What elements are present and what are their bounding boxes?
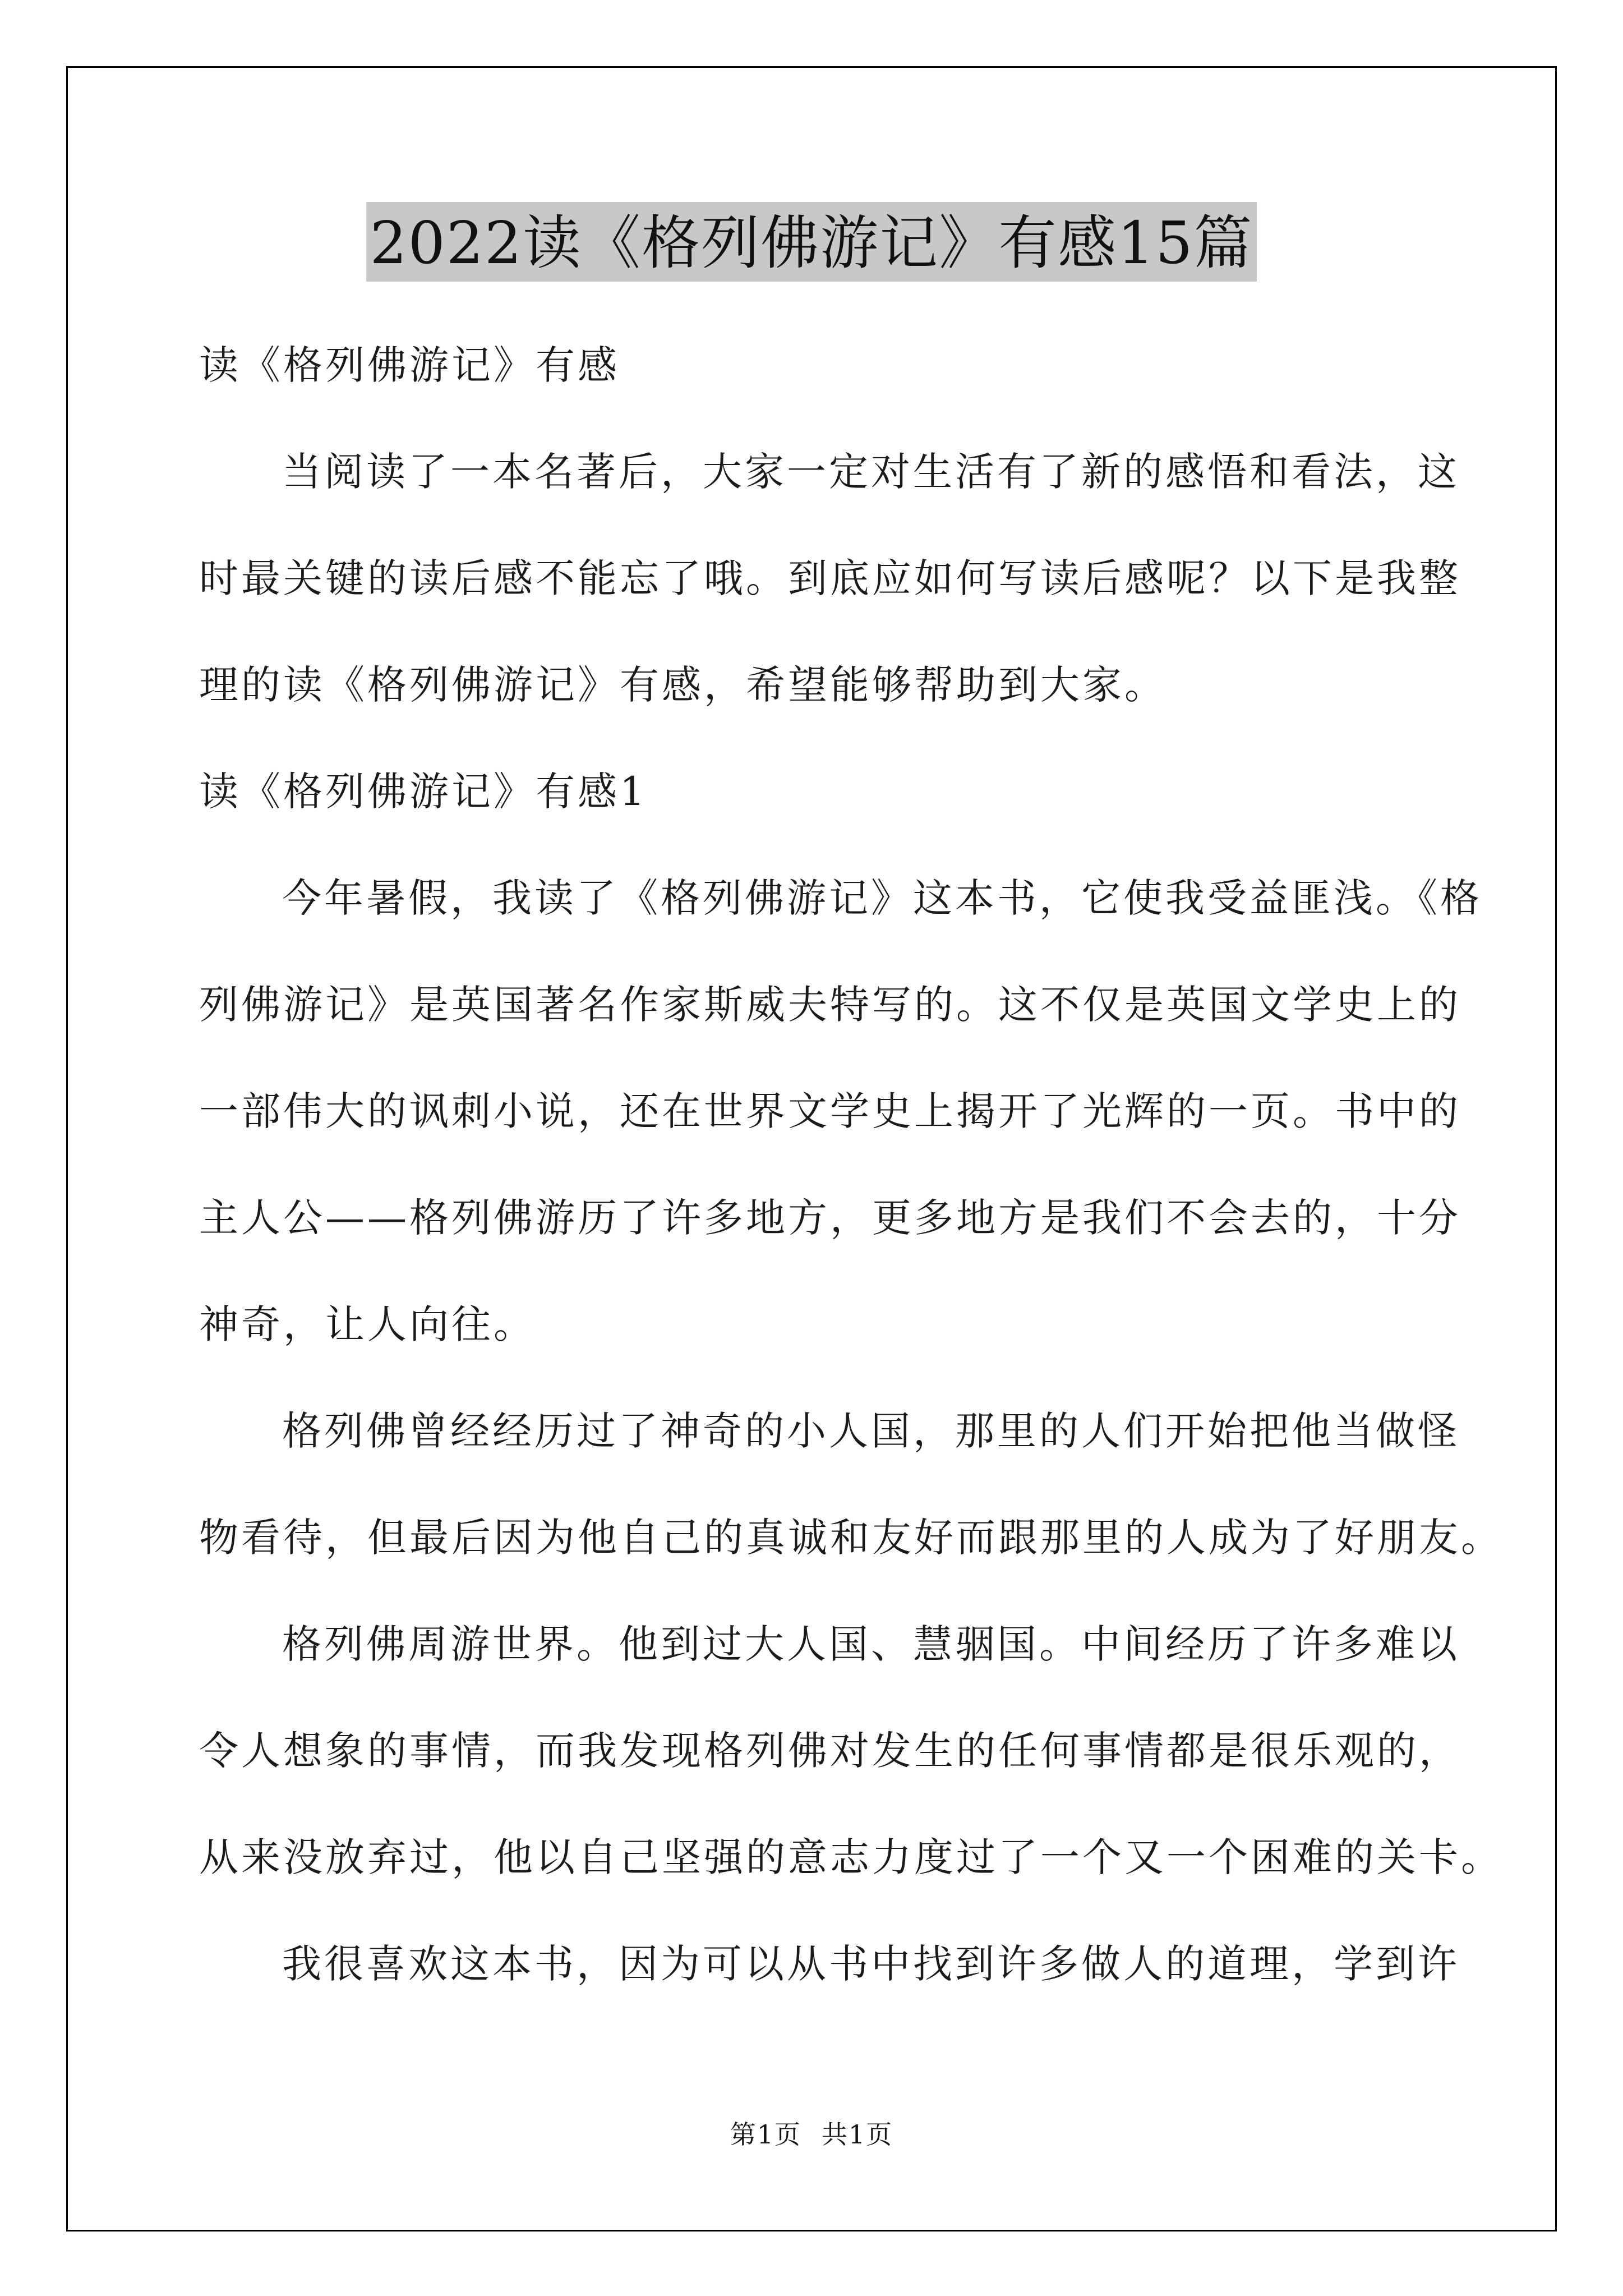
paragraph-line: 令人想象的事情，而我发现格列佛对发生的任何事情都是很乐观的， [199,1728,1461,1774]
paragraph-line: 今年暑假，我读了《格列佛游记》这本书，它使我受益匪浅。《格 [282,875,1482,921]
paragraph-line: 物看待，但最后因为他自己的真诚和友好而跟那里的人成为了好朋友。 [199,1515,1503,1561]
title-container [0,202,1623,282]
section-heading: 读《格列佛游记》有感1 [199,769,648,815]
paragraph-line: 理的读《格列佛游记》有感，希望能够帮助到大家。 [199,662,1166,708]
paragraph-line: 格列佛周游世界。他到过大人国、慧骃国。中间经历了许多难以 [282,1621,1460,1667]
paragraph-line: 格列佛曾经经历过了神奇的小人国，那里的人们开始把他当做怪 [282,1408,1460,1454]
paragraph-line: 当阅读了一本名著后，大家一定对生活有了新的感悟和看法，这 [282,449,1460,495]
paragraph-line: 我很喜欢这本书，因为可以从书中找到许多做人的道理，学到许 [282,1941,1460,1987]
paragraph-line: 神奇，让人向往。 [199,1301,536,1347]
paragraph-line: 列佛游记》是英国著名作家斯威夫特写的。这不仅是英国文学史上的 [199,982,1461,1028]
page-number: 第1页 [730,2119,801,2150]
paragraph-line: 从来没放弃过，他以自己坚强的意志力度过了一个又一个困难的关卡。 [199,1834,1503,1880]
page-total: 共1页 [822,2119,893,2150]
section-heading: 读《格列佛游记》有感 [199,342,620,388]
paragraph-line: 主人公——格列佛游历了许多地方，更多地方是我们不会去的，十分 [199,1195,1461,1241]
document-body [199,312,1503,2017]
paragraph-line: 时最关键的读后感不能忘了哦。到底应如何写读后感呢？以下是我整 [199,555,1461,601]
page-footer [0,2118,1623,2151]
document-title: 2022读《格列佛游记》有感15篇 [366,202,1256,282]
paragraph-line: 一部伟大的讽刺小说，还在世界文学史上揭开了光辉的一页。书中的 [199,1088,1461,1134]
